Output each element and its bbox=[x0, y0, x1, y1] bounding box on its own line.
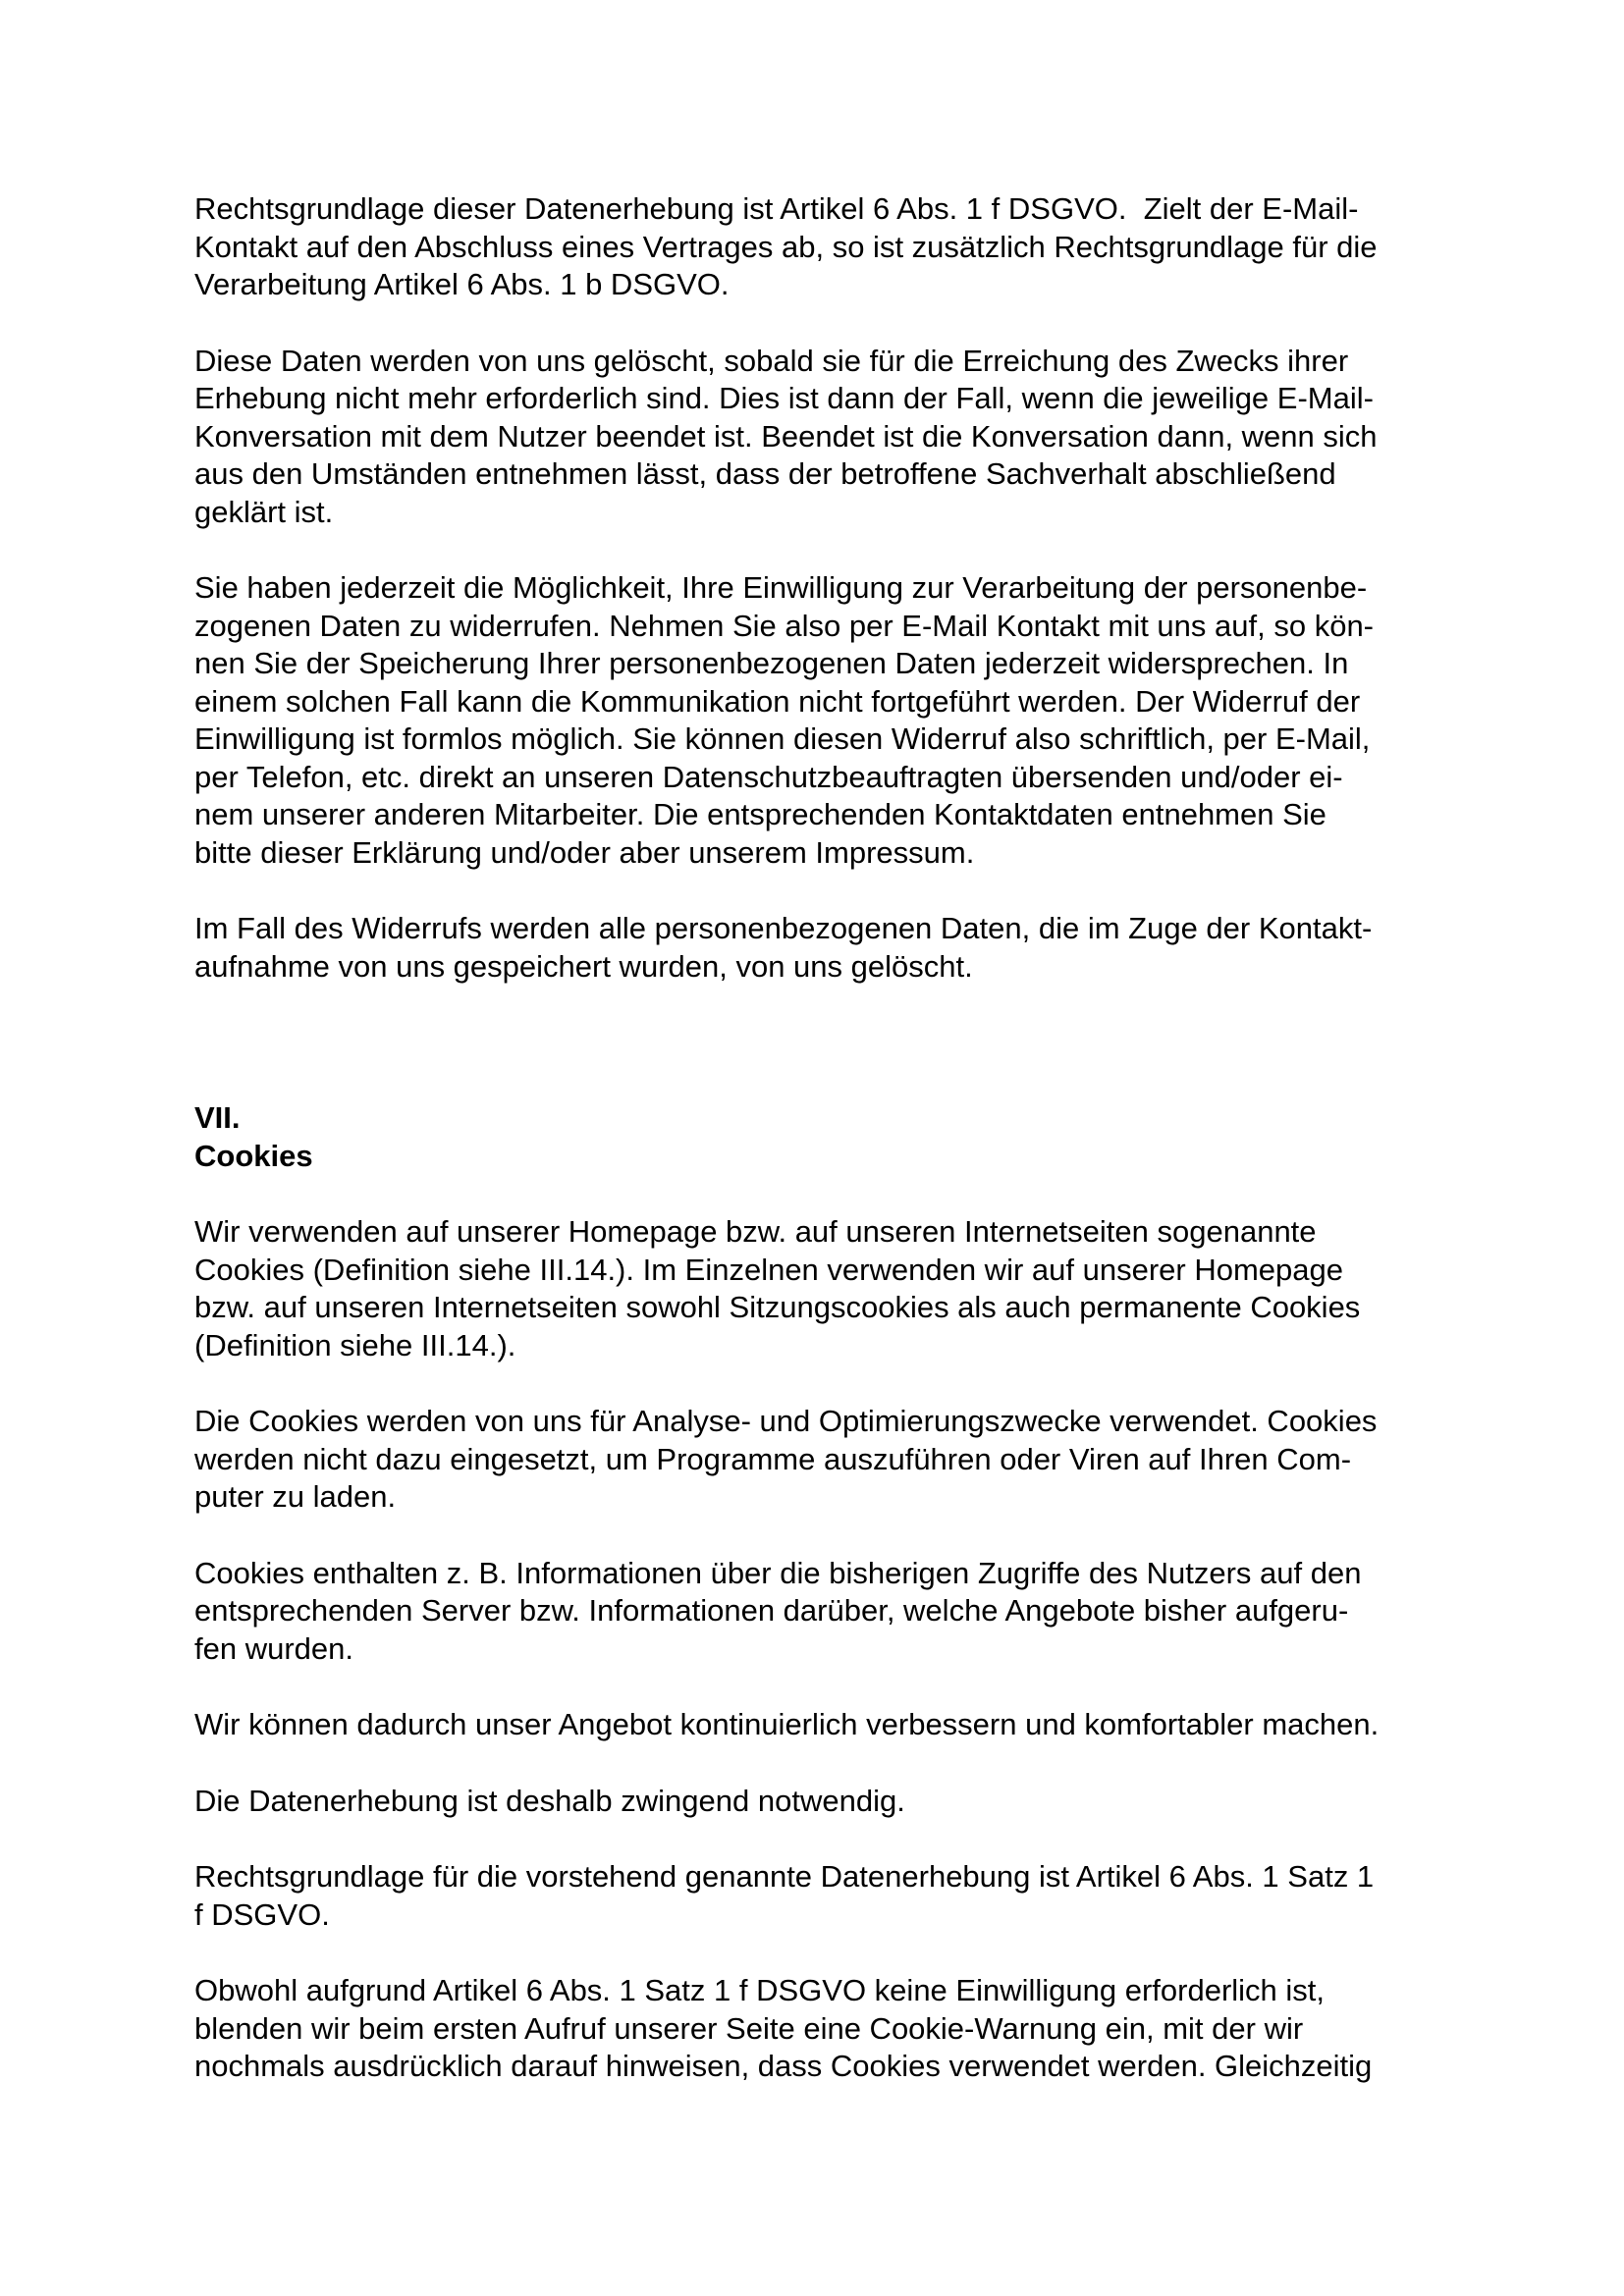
text-line: f DSGVO. bbox=[194, 1896, 330, 1932]
text-line: bitte dieser Erklärung und/oder aber unserem Impressum. bbox=[194, 834, 975, 870]
paragraph-cookies-necessity bbox=[194, 1783, 1481, 1821]
text-line: werden nicht dazu eingesetzt, um Programme auszuführen oder Viren auf Ihren Com- bbox=[194, 1441, 1352, 1476]
text-line: Cookies (Definition siehe III.14.). Im Einzelnen verwenden wir auf unserer Homepage bbox=[194, 1252, 1343, 1287]
text-line: Erhebung nicht mehr erforderlich sind. Dies ist dann der Fall, wenn die jeweilige E-Mail- bbox=[194, 381, 1374, 415]
text-line: nem unserer anderen Mitarbeiter. Die entsprechenden Kontaktdaten entnehmen Sie bbox=[194, 797, 1326, 831]
paragraph-withdrawal-deletion bbox=[194, 910, 1481, 986]
text-line: Verarbeitung Artikel 6 Abs. 1 b DSGVO. bbox=[194, 267, 730, 301]
section-heading bbox=[194, 1099, 1481, 1175]
paragraph-data-deletion bbox=[194, 343, 1481, 532]
text-line: bzw. auf unseren Internetseiten sowohl Sitzungscookies als auch permanente Cookies bbox=[194, 1290, 1361, 1324]
section-spacer bbox=[194, 1042, 1481, 1099]
text-line: nochmals ausdrücklich darauf hinweisen, dass Cookies verwendet werden. Gleichzeitig bbox=[194, 2049, 1373, 2083]
text-line: Konversation mit dem Nutzer beendet ist. Beendet ist die Konversation dann, wenn sich bbox=[194, 418, 1378, 454]
paragraph-withdrawal-right bbox=[194, 569, 1481, 872]
paragraph-cookies-improvement bbox=[194, 1706, 1481, 1744]
text-line: einem solchen Fall kann die Kommunikation nicht fortgeführt werden. Der Widerruf der bbox=[194, 683, 1361, 719]
text-line: geklärt ist. bbox=[194, 494, 334, 529]
text-line: Einwilligung ist formlos möglich. Sie können diesen Widerruf also schriftlich, per E-Mail, bbox=[194, 721, 1371, 756]
text-line: aus den Umständen entnehmen lässt, dass der betroffene Sachverhalt abschließend bbox=[194, 456, 1336, 491]
text-line: Cookies enthalten z. B. Informationen über die bisherigen Zugriffe des Nutzers auf den bbox=[194, 1555, 1362, 1590]
text-line: per Telefon, etc. direkt an unseren Datenschutzbeauftragten übersenden und/oder ei- bbox=[194, 759, 1343, 794]
text-line: Die Datenerhebung ist deshalb zwingend notwendig. bbox=[194, 1783, 905, 1818]
text-line: Rechtsgrundlage für die vorstehend genannte Datenerhebung ist Artikel 6 Abs. 1 Satz 1 bbox=[194, 1859, 1375, 1894]
text-line: Rechtsgrundlage dieser Datenerhebung ist Artikel 6 Abs. 1 f DSGVO. Zielt der E-Mail- bbox=[194, 191, 1359, 226]
paragraph-cookies-usage bbox=[194, 1213, 1481, 1364]
document-page bbox=[194, 190, 1481, 2086]
text-line: Wir verwenden auf unserer Homepage bzw. auf unseren Internetseiten sogenannte bbox=[194, 1214, 1317, 1249]
section-title: Cookies bbox=[194, 1138, 313, 1173]
text-line: (Definition siehe III.14.). bbox=[194, 1327, 516, 1362]
text-line: puter zu laden. bbox=[194, 1479, 397, 1514]
section-number: VII. bbox=[194, 1100, 241, 1135]
text-line: nen Sie der Speicherung Ihrer personenbezogenen Daten jederzeit widersprechen. In bbox=[194, 646, 1349, 680]
text-line: blenden wir beim ersten Aufruf unserer Seite eine Cookie-Warnung ein, mit der wir bbox=[194, 2010, 1304, 2046]
paragraph-cookies-content bbox=[194, 1555, 1481, 1669]
paragraph-cookies-legal-basis bbox=[194, 1858, 1481, 1934]
text-line: Im Fall des Widerrufs werden alle personenbezogenen Daten, die im Zuge der Kontakt- bbox=[194, 911, 1373, 945]
paragraph-legal-basis-email bbox=[194, 190, 1481, 304]
section-spacer bbox=[194, 986, 1481, 1042]
paragraph-cookies-purpose bbox=[194, 1403, 1481, 1517]
paragraph-cookie-warning bbox=[194, 1972, 1481, 2086]
text-line: entsprechenden Server bzw. Informationen darüber, welche Angebote bisher aufgeru- bbox=[194, 1593, 1349, 1628]
text-line: zogenen Daten zu widerrufen. Nehmen Sie also per E-Mail Kontakt mit uns auf, so kön- bbox=[194, 608, 1375, 643]
text-line: Obwohl aufgrund Artikel 6 Abs. 1 Satz 1 f DSGVO keine Einwilligung erforderlich ist, bbox=[194, 1973, 1326, 2007]
text-line: Kontakt auf den Abschluss eines Vertrages ab, so ist zusätzlich Rechtsgrundlage für die bbox=[194, 229, 1378, 264]
text-line: Sie haben jederzeit die Möglichkeit, Ihre Einwilligung zur Verarbeitung der personenbe- bbox=[194, 570, 1368, 605]
text-line: aufnahme von uns gespeichert wurden, von uns gelöscht. bbox=[194, 948, 973, 984]
text-line: fen wurden. bbox=[194, 1630, 353, 1666]
text-line: Wir können dadurch unser Angebot kontinuierlich verbessern und komfortabler machen. bbox=[194, 1707, 1380, 1741]
text-line: Diese Daten werden von uns gelöscht, sobald sie für die Erreichung des Zwecks ihrer bbox=[194, 343, 1349, 378]
text-line: Die Cookies werden von uns für Analyse- und Optimierungszwecke verwendet. Cookies bbox=[194, 1404, 1378, 1438]
